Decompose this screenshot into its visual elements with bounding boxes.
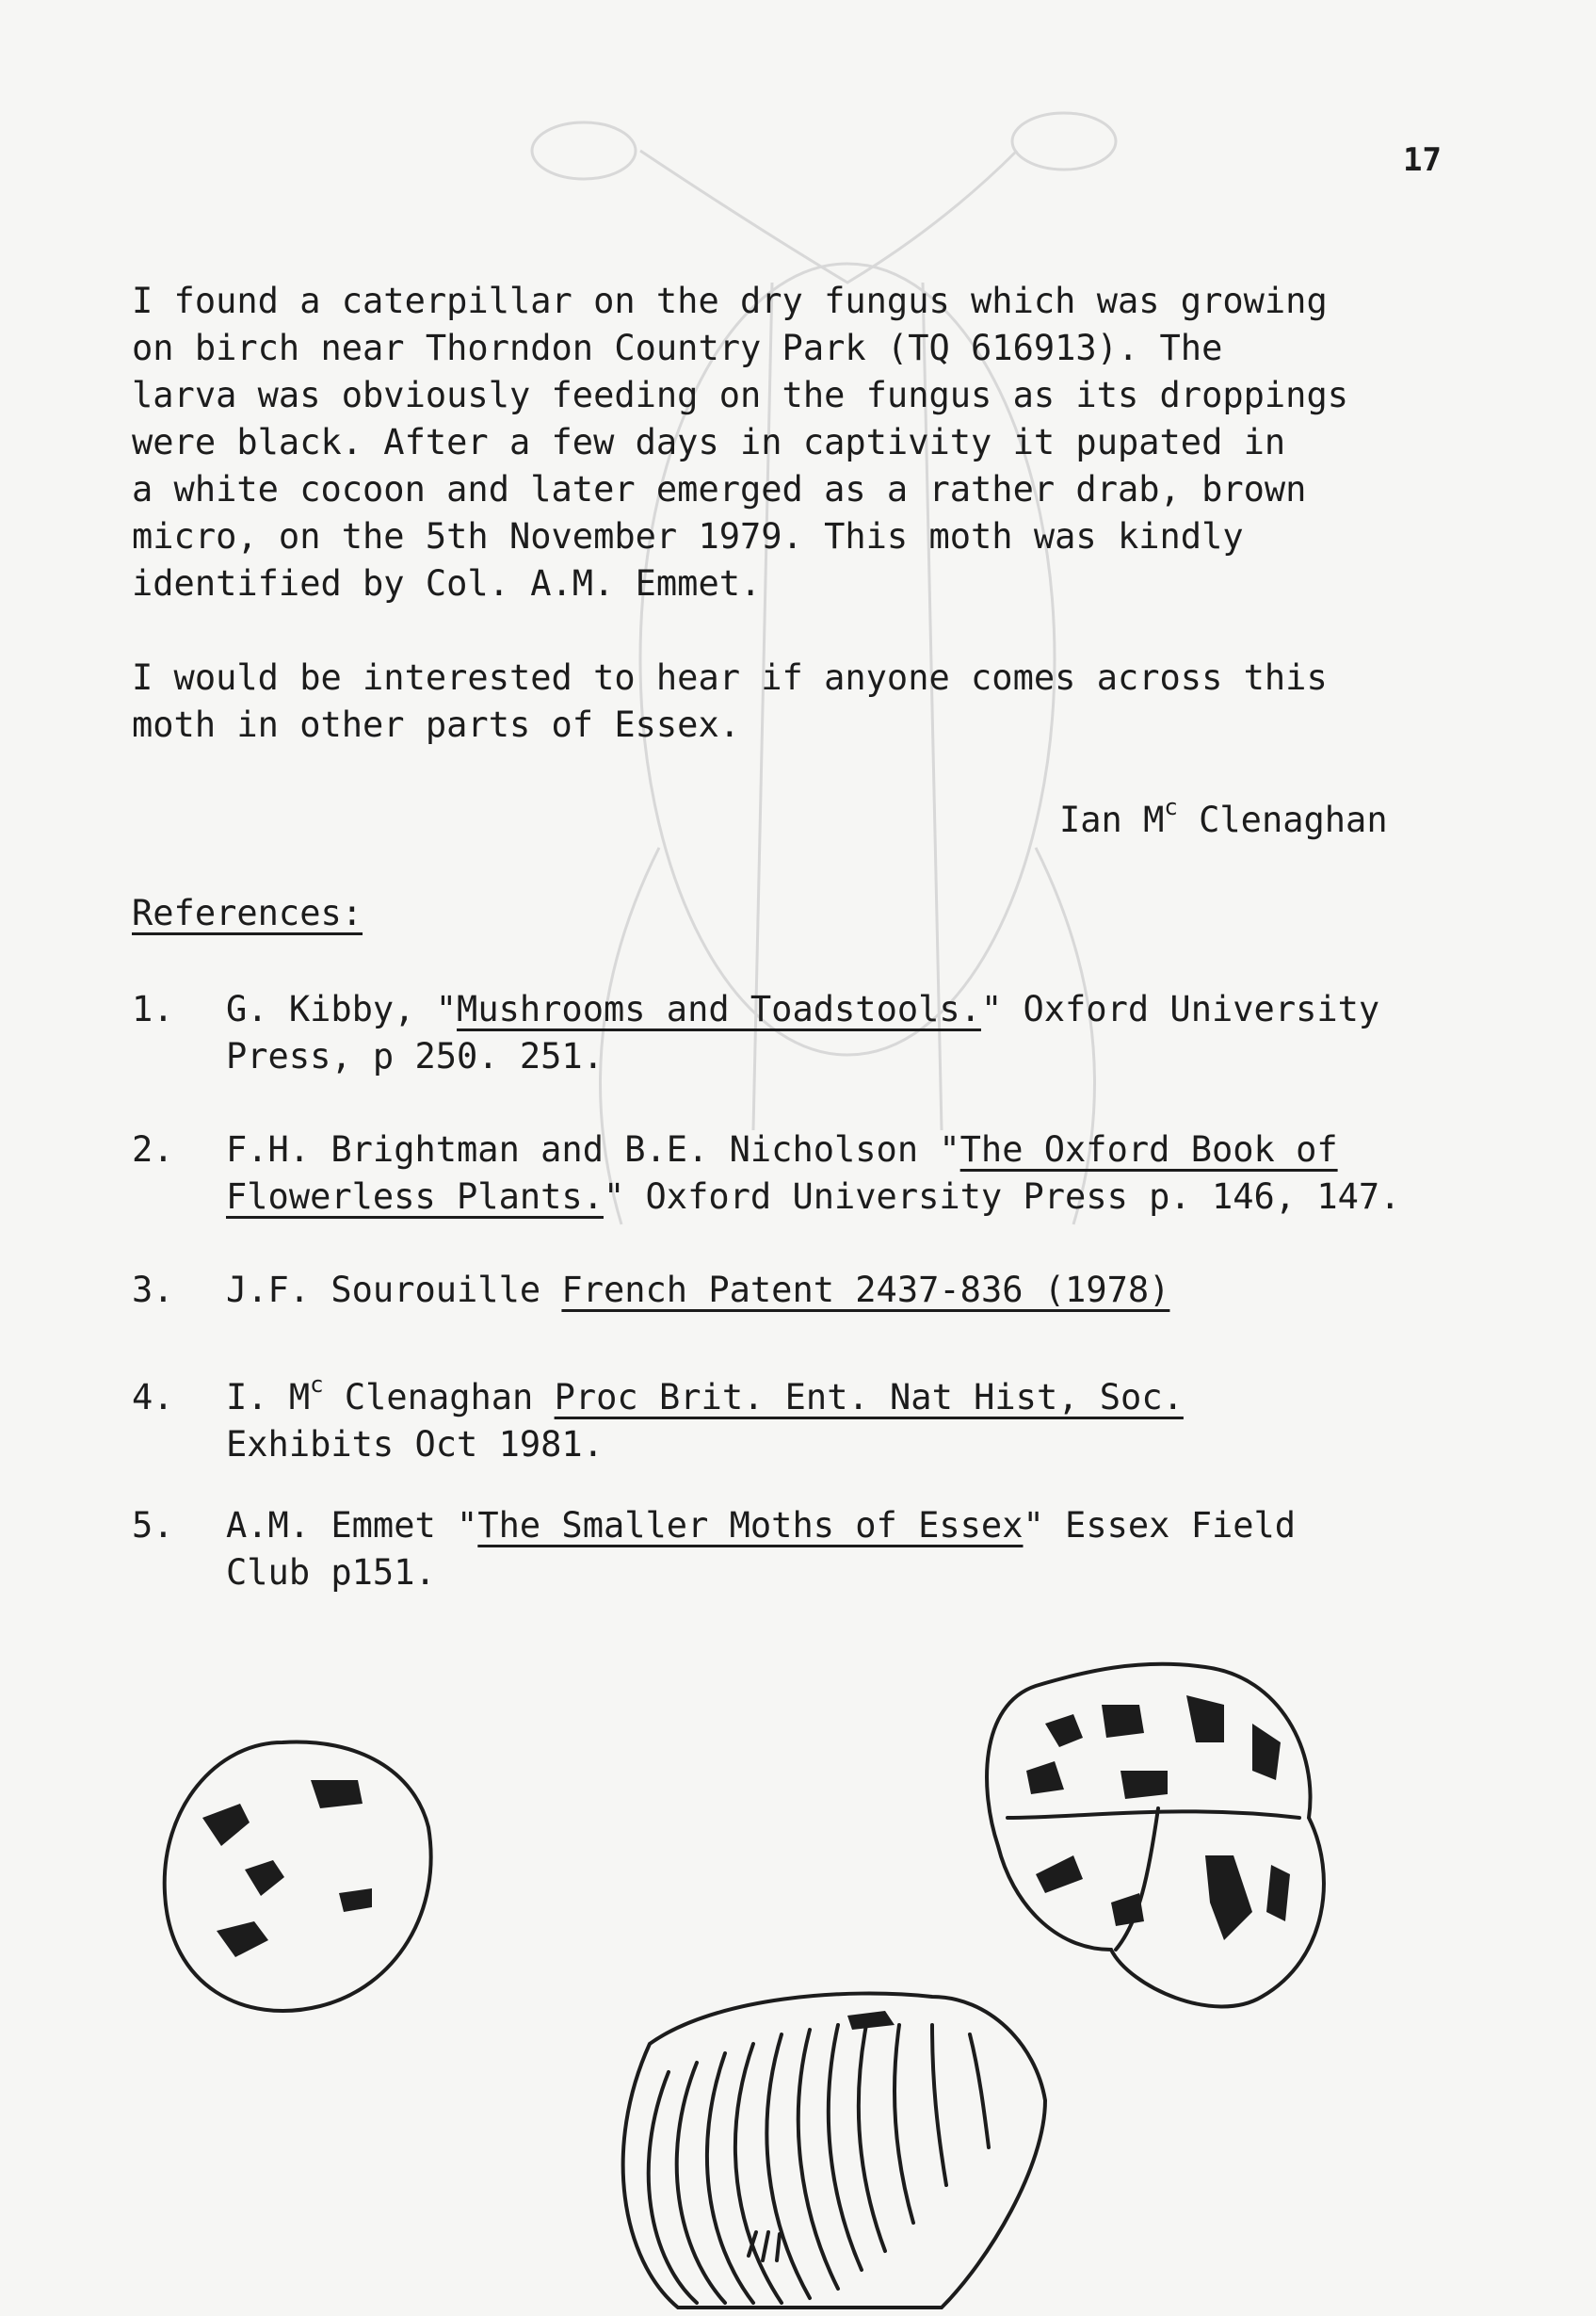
p1-line-7: identified by Col. A.M. Emmet.: [132, 563, 762, 604]
ref-4-sup: c: [310, 1371, 324, 1398]
right-fungus-divider: [1008, 1811, 1299, 1818]
ref-4-pre: I. M: [226, 1377, 311, 1417]
p1-line-3: larva was obviously feeding on the fungus as its droppings: [132, 375, 1349, 415]
references-heading: References:: [132, 893, 363, 933]
ref-2-pre: F.H. Brightman and B.E. Nicholson ": [226, 1129, 960, 1170]
ref-3-pre: J.F. Sourouille: [226, 1270, 562, 1310]
ref-2-num: 2.: [132, 1129, 174, 1170]
ref-2-title1: The Oxford Book of: [959, 1129, 1338, 1170]
p1-line-6: micro, on the 5th November 1979. This moth was kindly: [132, 516, 1244, 557]
ref-1-pre: G. Kibby, ": [226, 989, 458, 1029]
ref-3-title: French Patent 2437-836 (1978): [561, 1270, 1170, 1310]
ref-5-num: 5.: [132, 1505, 174, 1546]
author-first: Ian M: [1059, 800, 1165, 840]
ref-5-line2: Club p151.: [226, 1552, 436, 1593]
ref-2-post: " Oxford University Press p. 146, 147.: [603, 1176, 1401, 1217]
ref-1-title: Mushrooms and Toadstools.: [457, 989, 981, 1029]
p1-line-2: on birch near Thorndon Country Park (TQ 616913). The: [132, 328, 1223, 368]
p2-line-2: moth in other parts of Essex.: [132, 705, 741, 745]
ref-5-post: " Essex Field: [1023, 1505, 1297, 1546]
ref-4-line2: Exhibits Oct 1981.: [226, 1424, 604, 1465]
ref-5-title: The Smaller Moths of Essex: [477, 1505, 1024, 1546]
p1-line-4: were black. After a few days in captivity it pupated in: [132, 422, 1286, 462]
p1-line-5: a white cocoon and later emerged as a rather drab, brown: [132, 469, 1307, 510]
ref-1-line2: Press, p 250. 251.: [226, 1036, 604, 1077]
author-sup: c: [1164, 794, 1178, 820]
ref-4-mid: Clenaghan: [323, 1377, 555, 1417]
ref-2-title2: Flowerless Plants.: [226, 1176, 604, 1217]
ref-3-num: 3.: [132, 1270, 174, 1310]
ref-5-pre: A.M. Emmet ": [226, 1505, 478, 1546]
author-last: Clenaghan: [1177, 800, 1388, 840]
ref-4-num: 4.: [132, 1377, 174, 1417]
p1-line-1: I found a caterpillar on the dry fungus which was growing: [132, 281, 1328, 321]
ref-1-num: 1.: [132, 989, 174, 1029]
left-fungus-outline: [165, 1742, 431, 2011]
ref-1-post: " Oxford University: [980, 989, 1380, 1029]
right-fungus-divider-2: [1116, 1808, 1158, 1950]
ref-4-title: Proc Brit. Ent. Nat Hist, Soc.: [554, 1377, 1184, 1417]
p2-line-1: I would be interested to hear if anyone comes across this: [132, 657, 1328, 698]
page-number: 17: [1403, 141, 1442, 179]
